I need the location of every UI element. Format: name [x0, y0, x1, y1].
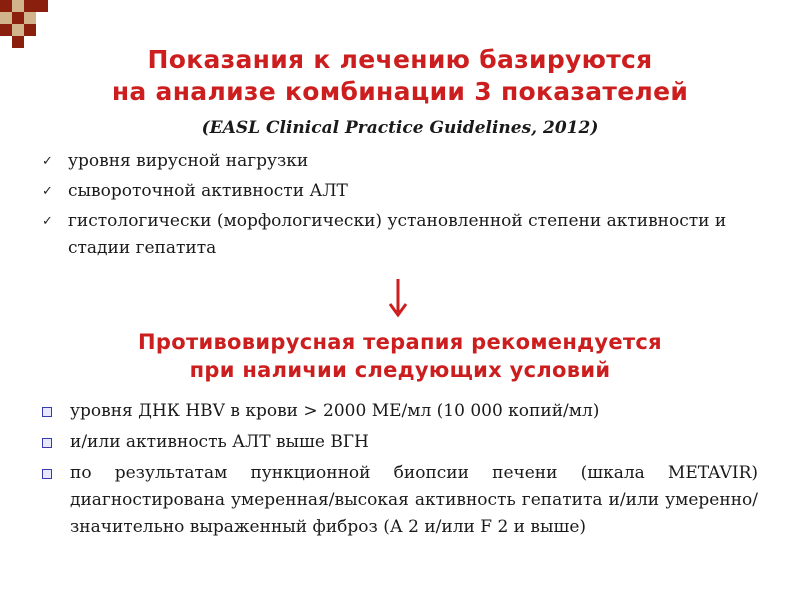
condition-item: [40, 460, 758, 541]
deco-square: [36, 0, 48, 12]
condition-item: [40, 429, 758, 456]
check-bullet-icon: ✓: [42, 154, 53, 169]
guidelines-reference: (EASL Clinical Practice Guidelines, 2012): [201, 118, 599, 138]
indicator-text: уровня вирусной нагрузки: [68, 151, 309, 171]
title-line-2: на анализе комбинации 3 показателей: [111, 77, 689, 106]
square-bullet-icon: [42, 438, 52, 448]
title-line-1: Показания к лечению базируются: [147, 45, 653, 74]
condition-text: уровня ДНК HBV в крови > 2000 МЕ/мл (10 000 копий/мл): [70, 401, 600, 421]
deco-square: [12, 0, 24, 12]
square-bullet-icon: [42, 469, 52, 479]
condition-text: и/или активность АЛТ выше ВГН: [70, 432, 369, 452]
deco-square: [24, 12, 36, 24]
deco-square: [12, 12, 24, 24]
therapy-title-line-1: Противовирусная терапия рекомендуется: [138, 330, 662, 354]
condition-list: [40, 398, 758, 545]
page-title: [0, 44, 800, 108]
therapy-title-line-2: при наличии следующих условий: [189, 358, 611, 382]
square-bullet-icon: [42, 407, 52, 417]
indicator-item: [40, 148, 760, 175]
deco-square: [0, 12, 12, 24]
therapy-title: [0, 328, 800, 384]
indicator-list: [40, 148, 760, 265]
indicator-item: [40, 208, 760, 262]
down-arrow-icon: [388, 278, 408, 318]
indicator-text: сывороточной активности АЛТ: [68, 181, 348, 201]
check-bullet-icon: ✓: [42, 184, 53, 199]
deco-square: [0, 0, 12, 12]
deco-square: [0, 24, 12, 36]
condition-text: по результатам пункционной биопсии печени (шкала METAVIR) диагностирована умеренная/высокая активность гепатита и/или умеренно/значительно выраженный фиброз (А 2 и/или F 2 и выше): [70, 463, 758, 537]
deco-square: [24, 24, 36, 36]
deco-square: [12, 24, 24, 36]
check-bullet-icon: ✓: [42, 214, 53, 229]
condition-item: [40, 398, 758, 425]
indicator-item: [40, 178, 760, 205]
deco-square: [24, 0, 36, 12]
indicator-text: гистологически (морфологически) установленной степени активности и стадии гепатита: [68, 211, 727, 258]
